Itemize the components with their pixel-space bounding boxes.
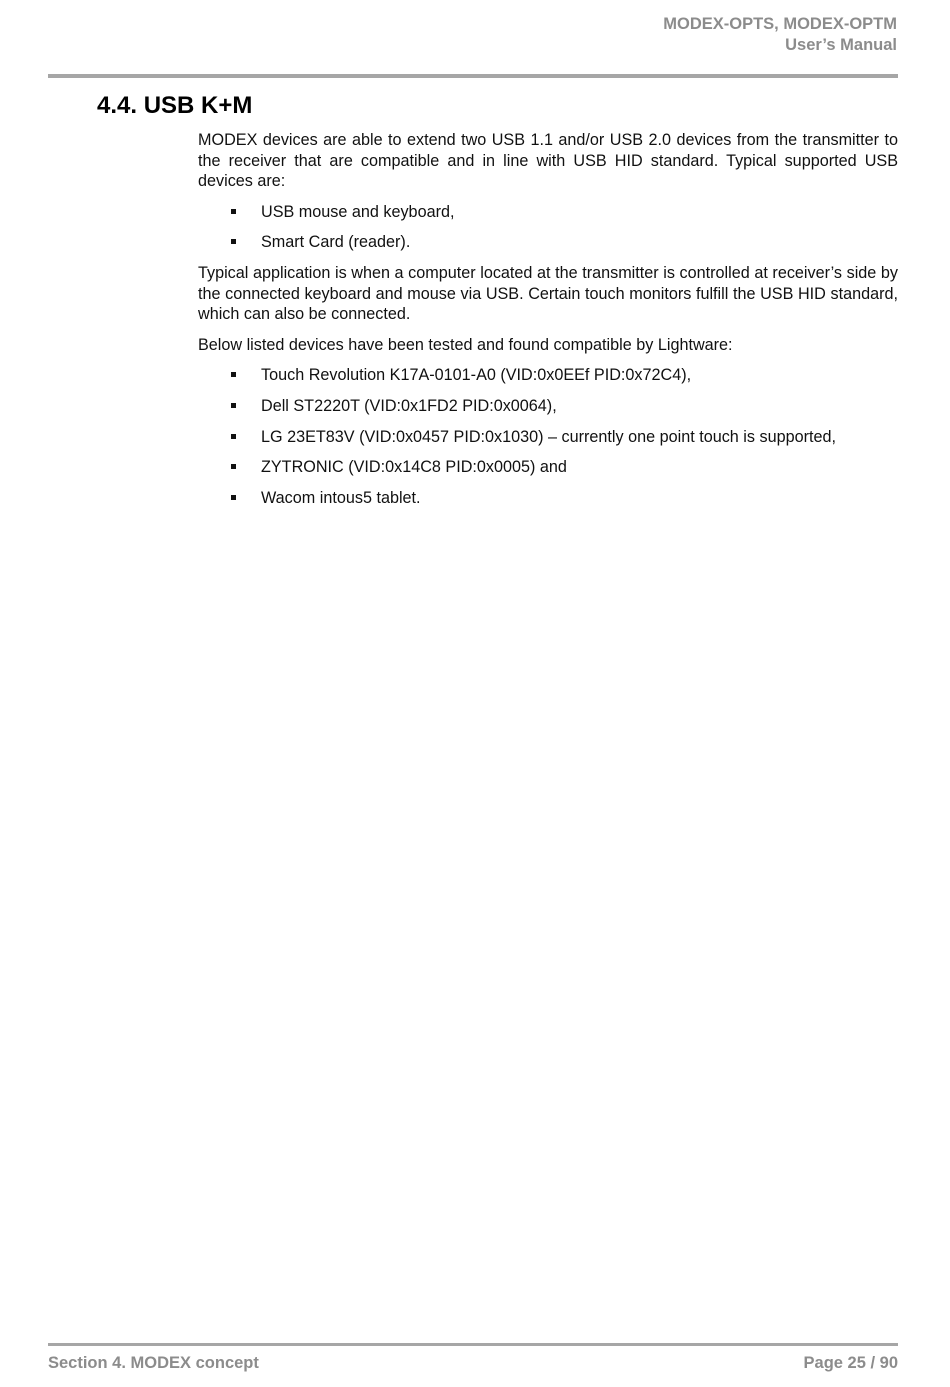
page-header <box>663 14 897 56</box>
list-item <box>198 457 898 478</box>
tested-devices-list <box>198 365 898 509</box>
footer-section-label: Section 4. MODEX concept <box>48 1354 259 1372</box>
supported-devices-list <box>198 202 898 253</box>
header-divider <box>48 74 898 78</box>
list-item <box>198 488 898 509</box>
square-bullet-icon <box>231 464 236 469</box>
footer-page-number: Page 25 / 90 <box>803 1354 898 1372</box>
application-paragraph: Typical application is when a computer located at the transmitter is controlled at receiver’s side by the connected keyboard and mouse via USB. Certain touch monitors fulfill the USB HID standard, which can also be connected. <box>198 264 898 324</box>
header-doc-type: User’s Manual <box>785 36 897 54</box>
header-product: MODEX-OPTS, MODEX-OPTM <box>663 15 897 33</box>
tested-intro-paragraph: Below listed devices have been tested and found compatible by Lightware: <box>198 335 733 354</box>
intro-paragraph: MODEX devices are able to extend two USB 1.1 and/or USB 2.0 devices from the transmitter to the receiver that are compatible and in line with USB HID standard. Typical supported USB devices are: <box>198 131 898 190</box>
section-body <box>198 130 898 519</box>
section-title: 4.4. USB K+M <box>97 92 253 119</box>
list-item-text: LG 23ET83V (VID:0x0457 PID:0x1030) – currently one point touch is supported, <box>261 427 836 446</box>
square-bullet-icon <box>231 209 236 214</box>
list-item-text: Touch Revolution K17A-0101-A0 (VID:0x0EEf PID:0x72C4), <box>261 366 692 385</box>
square-bullet-icon <box>231 403 236 408</box>
list-item <box>198 365 898 386</box>
list-item <box>198 396 898 417</box>
list-item-text: Dell ST2220T (VID:0x1FD2 PID:0x0064), <box>261 396 557 415</box>
list-item-text: USB mouse and keyboard, <box>261 202 455 221</box>
square-bullet-icon <box>231 372 236 377</box>
square-bullet-icon <box>231 495 236 500</box>
square-bullet-icon <box>231 434 236 439</box>
footer-divider <box>48 1343 898 1346</box>
list-item <box>198 232 898 253</box>
list-item <box>198 427 898 448</box>
list-item <box>198 202 898 223</box>
list-item-text: ZYTRONIC (VID:0x14C8 PID:0x0005) and <box>261 458 567 477</box>
square-bullet-icon <box>231 239 236 244</box>
list-item-text: Smart Card (reader). <box>261 233 411 252</box>
list-item-text: Wacom intous5 tablet. <box>261 489 421 508</box>
